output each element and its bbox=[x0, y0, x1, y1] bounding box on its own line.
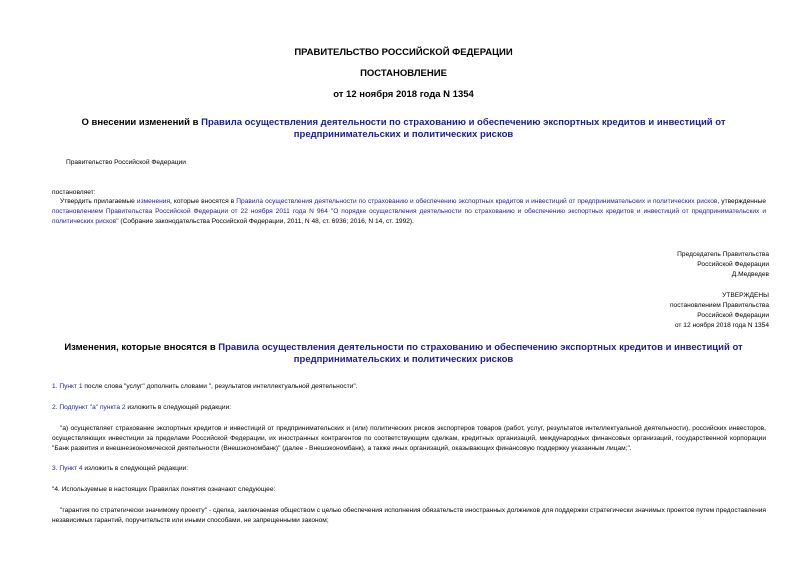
changes-link[interactable]: изменения bbox=[136, 198, 171, 205]
item-2-text: изложить в следующей редакции: bbox=[125, 404, 232, 411]
item-3-definition: "гарантия по стратегически значимому проекту" - сделка, заключаемая обществом с целью обеспечения исполнения обязательств иностранных должников для поддержки стратегически значимых проектов путем предоставления независимых гарантий, поручительств или иными способами, не запрещенными законом; bbox=[52, 507, 766, 524]
changes-title-rules-link[interactable]: Правила осуществления деятельности по страхованию и обеспечению экспортных кредитов и инвестиций от предпринимательских и политических рисков bbox=[218, 342, 743, 365]
item-2-link[interactable]: Подпункт "а" пункта 2 bbox=[59, 404, 126, 411]
document-title bbox=[30, 117, 777, 141]
main-text-4: (Собрание законодательства Российской Федерации, 2011, N 48, ст. 6936; 2016, N 14, ст. 1992). bbox=[118, 218, 414, 225]
changes-title-prefix: Изменения, которые вносятся в bbox=[64, 342, 219, 353]
item-3 bbox=[52, 464, 188, 474]
signature-line-1: Председатель Правительства bbox=[677, 251, 769, 258]
approved-block bbox=[569, 291, 769, 331]
signature-line-3: Д.Медведев bbox=[731, 271, 769, 278]
title-prefix: О внесении изменений в bbox=[81, 117, 202, 128]
decides-line: постановляет: bbox=[52, 189, 96, 196]
government-line: Правительство Российской Федерации bbox=[66, 159, 186, 166]
changes-title bbox=[60, 342, 747, 366]
main-paragraph bbox=[52, 197, 766, 227]
item-1-link[interactable]: Пункт 1 bbox=[59, 383, 83, 390]
title-rules-link[interactable]: Правила осуществления деятельности по страхованию и обеспечению экспортных кредитов и инвестиций от предпринимательских и политических рисков bbox=[201, 117, 726, 140]
approved-line-1: УТВЕРЖДЕНЫ bbox=[722, 292, 769, 299]
item-3-num: 3. bbox=[52, 465, 60, 472]
approved-line-3: Российской Федерации bbox=[697, 312, 769, 319]
main-text-1: Утвердить прилагаемые bbox=[60, 198, 137, 205]
item-3-quote: "4. Используемые в настоящих Правилах понятия означают следующее: bbox=[52, 486, 276, 493]
item-2-num: 2. bbox=[52, 404, 60, 411]
item-3-text: изложить в следующей редакции: bbox=[82, 465, 189, 472]
item-2 bbox=[52, 403, 231, 413]
main-text-3: , утвержденные bbox=[717, 198, 766, 205]
item-1-num: 1. bbox=[52, 383, 60, 390]
item-2-quote: "а) осуществляет страхование экспортных кредитов и инвестиций от предпринимательских и (или) политических рисков экспортеров товаров (работ, услуг, результатов интеллектуальной деятельности), российских инвесторов, осуществляющих инвестиции за пределами Российской Федерации, их иностранных контрагентов по соответствующим сделкам, кредитных организаций, международных финансовых организаций, государственной корпорации "Банк развития и внешнеэкономической деятельности (Внешэкономбанк)" (далее - Внешэкономбанк), а также иных организаций, оказывающих финансовую поддержку указанным лицам;". bbox=[52, 425, 766, 452]
header-doc-type: ПОСТАНОВЛЕНИЕ bbox=[360, 68, 447, 79]
item-1 bbox=[52, 382, 358, 392]
item-3-link[interactable]: Пункт 4 bbox=[59, 465, 83, 472]
rules-link[interactable]: Правила осуществления деятельности по страхованию и обеспечению экспортных кредитов и инвестиций от предпринимательских и политических рисков bbox=[236, 198, 718, 205]
main-text-2: , которые вносятся в bbox=[170, 198, 237, 205]
signature-line-2: Российской Федерации bbox=[697, 261, 769, 268]
resolution-964-link[interactable]: постановлением Правительства Российской Федерации от 22 ноября 2011 года N 964 "О порядке осуществления деятельности по страхованию и обеспечению экспортных кредитов и инвестиций от предпринимательских и политических рисков" bbox=[52, 208, 766, 225]
approved-line-2: постановлением Правительства bbox=[669, 302, 769, 309]
header-government: ПРАВИТЕЛЬСТВО РОССИЙСКОЙ ФЕДЕРАЦИИ bbox=[294, 47, 513, 58]
header-date-number: от 12 ноября 2018 года N 1354 bbox=[333, 89, 474, 100]
signature-block bbox=[569, 250, 769, 280]
item-1-text: после слова "услуг" дополнить словами ", результатов интеллектуальной деятельности". bbox=[82, 383, 358, 390]
approved-line-4: от 12 ноября 2018 года N 1354 bbox=[674, 322, 769, 329]
